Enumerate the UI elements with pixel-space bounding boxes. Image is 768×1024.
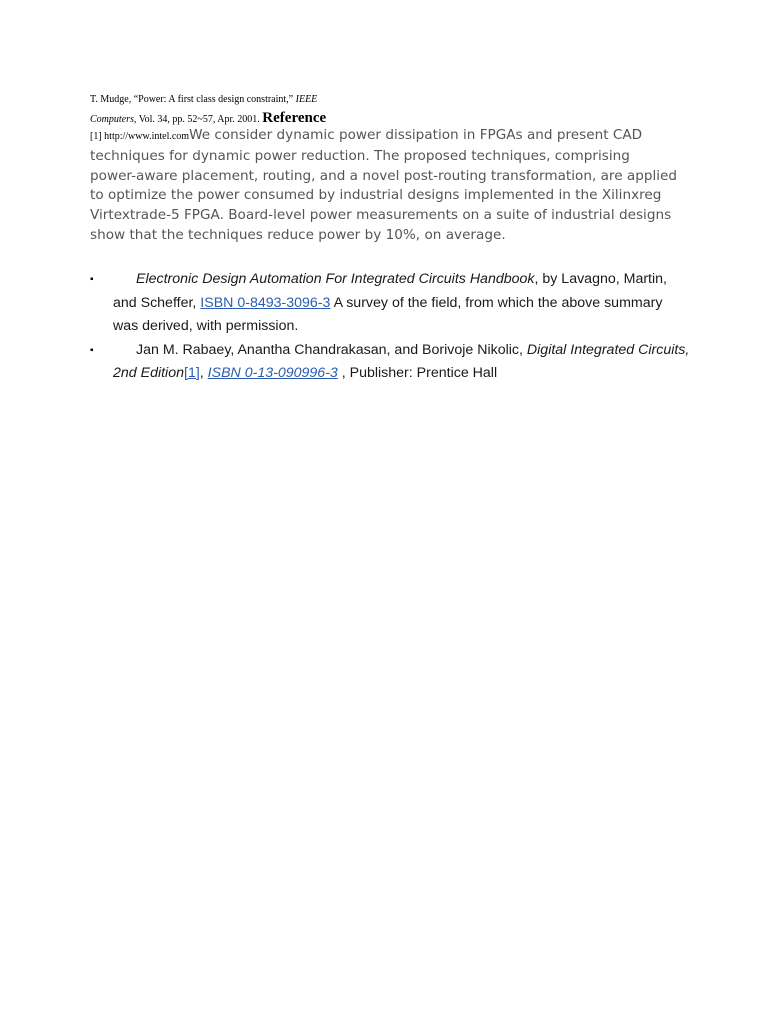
reference-2-separator: ,: [199, 365, 208, 381]
reference-1-isbn-link[interactable]: ISBN 0-8493-3096-3: [200, 294, 331, 311]
bullet-icon: ▪: [90, 274, 94, 285]
reference-list: [90, 268, 690, 386]
reference-2-title: Digital Integrated Circuits, 2nd Edition: [113, 341, 690, 381]
reference-2-publisher: , Publisher: Prentice Hall: [337, 365, 498, 381]
reference-2-authors: Jan M. Rabaey, Anantha Chandrakasan, and Borivoje Nikolic,: [136, 341, 527, 358]
abstract-lead-url: [1] http://www.intel.com: [90, 131, 190, 142]
citation-journal-b: Computers: [90, 114, 134, 125]
reference-2-footnote-link[interactable]: [1]: [184, 365, 200, 381]
abstract-paragraph: [90, 126, 680, 246]
bullet-icon: ▪: [90, 344, 94, 356]
citation-line-1: [90, 93, 317, 107]
abstract-text: We consider dynamic power dissipation in FPGAs and present CAD techniques for dynamic power reduction. The proposed techniques, comprising power-aware placement, routing, and a novel post-routing transformation, are applied to optimize the power consumed by industrial designs implemented in the Xilinxreg Virtextrade-5 FPGA. Board-level power measurements on a suite of industrial designs show that the techniques reduce power by 10%, on average.: [90, 127, 678, 243]
citation-author-title: T. Mudge, “Power: A first class design constraint,”: [90, 94, 294, 105]
reference-1-note: A survey of the field, from which the above summary was derived, with permission.: [113, 294, 663, 334]
reference-1-authors: , by Lavagno, Martin, and Scheffer,: [113, 271, 667, 311]
reference-item-1: [90, 268, 690, 339]
reference-1-title: Electronic Design Automation For Integrated Circuits Handbook: [136, 271, 535, 287]
citation-volume-pages: , Vol. 34, pp. 52~57, Apr. 2001.: [133, 114, 260, 125]
reference-item-2: [90, 339, 690, 386]
citation-journal-a: IEEE: [295, 94, 318, 105]
reference-2-isbn-link[interactable]: ISBN 0-13-090996-3: [207, 365, 338, 381]
reference-heading: Reference: [262, 110, 327, 126]
